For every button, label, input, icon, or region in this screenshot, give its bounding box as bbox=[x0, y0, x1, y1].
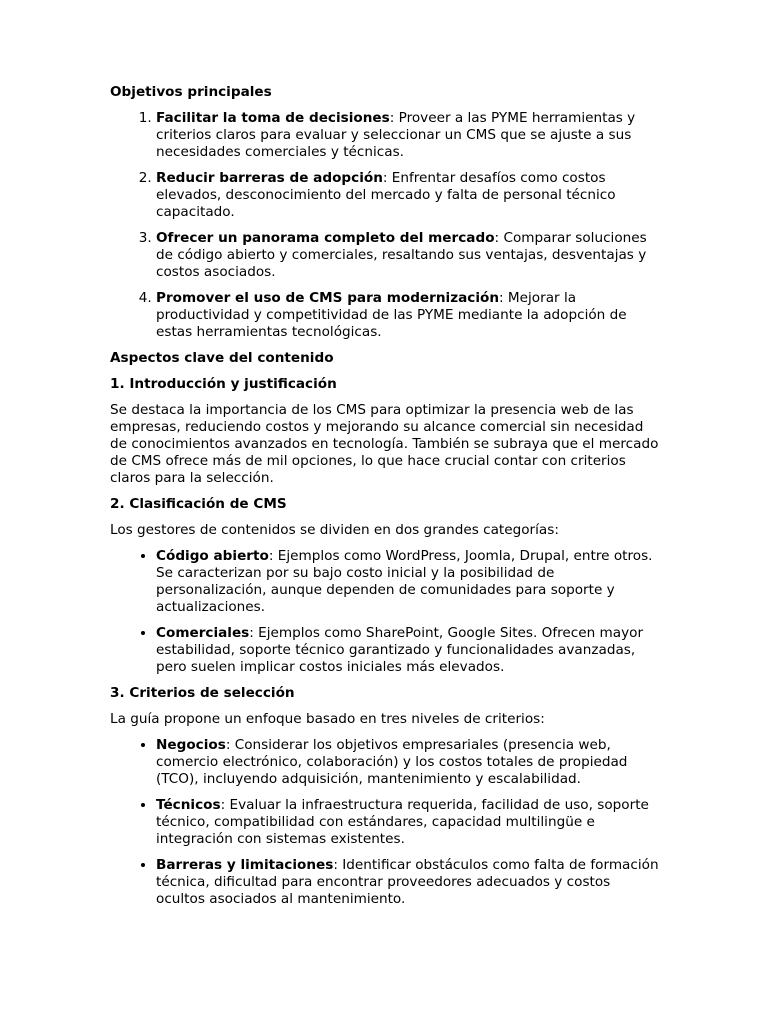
objetivo-term: Promover el uso de CMS para modernización bbox=[156, 290, 500, 306]
categoria-text: : Ejemplos como SharePoint, Google Sites. Ofrecen mayor estabilidad, soporte técnico garantizado y funcionalidades avanzadas, pero suelen implicar costos iniciales más elevados. bbox=[156, 625, 644, 675]
seccion1-paragraph: Se destaca la importancia de los CMS para optimizar la presencia web de las empresas, reduciendo costos y mejorando su alcance comercial sin necesidad de conocimientos avanzados en tecnología. También se subraya que el mercado de CMS ofrece más de mil opciones, lo que hace crucial contar con criterios claros para la selección. bbox=[110, 402, 659, 486]
objetivo-term: Ofrecer un panorama completo del mercado bbox=[156, 230, 495, 246]
objetivo-item bbox=[156, 110, 660, 161]
objetivos-list bbox=[110, 110, 660, 341]
seccion2-list bbox=[110, 548, 660, 676]
document-page bbox=[110, 84, 660, 917]
objetivo-text: : Enfrentar desafíos como costos elevados, desconocimiento del mercado y falta de personal técnico capacitado. bbox=[156, 170, 616, 220]
criterio-text: : Evaluar la infraestructura requerida, facilidad de uso, soporte técnico, compatibilidad con estándares, capacidad multilingüe e integración con sistemas existentes. bbox=[156, 797, 649, 847]
seccion3-list bbox=[110, 737, 660, 908]
seccion2-heading: 2. Clasificación de CMS bbox=[110, 496, 287, 512]
objetivo-item bbox=[156, 230, 660, 281]
seccion3-intro: La guía propone un enfoque basado en tres niveles de criterios: bbox=[110, 711, 545, 727]
objetivo-term: Facilitar la toma de decisiones bbox=[156, 110, 390, 126]
seccion3-heading: 3. Criterios de selección bbox=[110, 685, 295, 701]
criterio-text: : Considerar los objetivos empresariales (presencia web, comercio electrónico, colaboración) y los costos totales de propiedad (TCO), incluyendo adquisición, mantenimiento y escalabilidad. bbox=[156, 737, 628, 787]
objetivo-text: : Mejorar la productividad y competitividad de las PYME mediante la adopción de estas herramientas tecnológicas. bbox=[156, 290, 627, 340]
categoria-term: Comerciales bbox=[156, 625, 250, 641]
criterio-term: Técnicos bbox=[156, 797, 221, 813]
categoria-term: Código abierto bbox=[156, 548, 269, 564]
objetivo-text: : Comparar soluciones de código abierto y comerciales, resaltando sus ventajas, desventajas y costos asociados. bbox=[156, 230, 647, 280]
aspectos-heading: Aspectos clave del contenido bbox=[110, 350, 334, 366]
categoria-item bbox=[156, 625, 660, 676]
criterio-term: Negocios bbox=[156, 737, 226, 753]
criterio-item bbox=[156, 797, 660, 848]
seccion2-intro: Los gestores de contenidos se dividen en dos grandes categorías: bbox=[110, 522, 559, 538]
objetivo-text: : Proveer a las PYME herramientas y criterios claros para evaluar y seleccionar un CMS que se ajuste a sus necesidades comerciales y técnicas. bbox=[156, 110, 636, 160]
objetivo-item bbox=[156, 170, 660, 221]
seccion1-heading: 1. Introducción y justificación bbox=[110, 376, 337, 392]
categoria-item bbox=[156, 548, 660, 616]
objetivo-item bbox=[156, 290, 660, 341]
criterio-item bbox=[156, 857, 660, 908]
objetivo-term: Reducir barreras de adopción bbox=[156, 170, 383, 186]
criterio-item bbox=[156, 737, 660, 788]
objetivos-heading: Objetivos principales bbox=[110, 84, 272, 100]
criterio-text: : Identificar obstáculos como falta de formación técnica, dificultad para encontrar proveedores adecuados y costos ocultos asociados al mantenimiento. bbox=[156, 857, 659, 907]
criterio-term: Barreras y limitaciones bbox=[156, 857, 334, 873]
categoria-text: : Ejemplos como WordPress, Joomla, Drupal, entre otros. Se caracterizan por su bajo costo inicial y la posibilidad de personalización, aunque dependen de comunidades para soporte y actualizaciones. bbox=[156, 548, 653, 615]
